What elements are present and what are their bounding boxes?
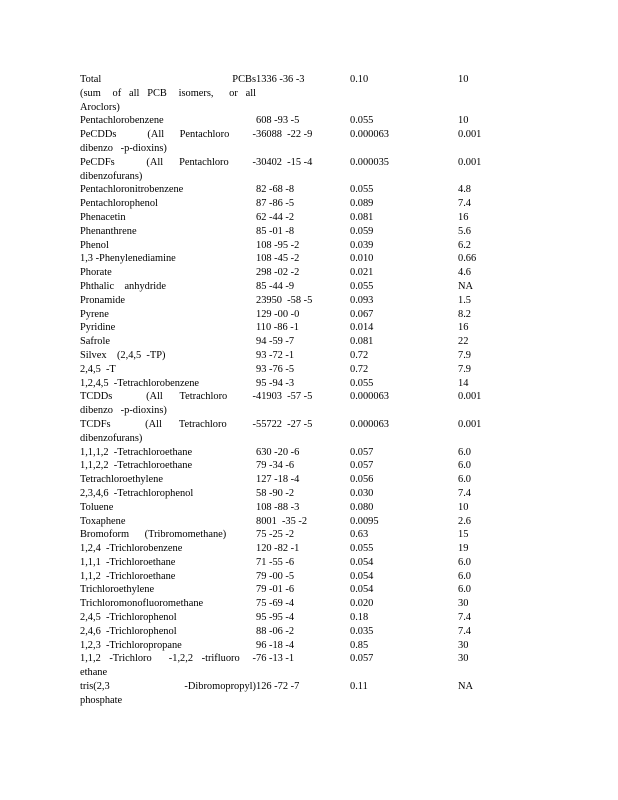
wastewater-value: 0.055 — [350, 184, 374, 196]
table-row — [80, 363, 550, 377]
wastewater-value: 0.11 — [350, 681, 368, 693]
nonwastewater-value: 0.001 — [458, 418, 482, 430]
table-row — [80, 446, 550, 460]
cas-number: 108 -88 -3 — [256, 501, 300, 513]
cas-number: 93 -72 -1 — [256, 349, 295, 361]
constituent-name — [80, 128, 256, 156]
wastewater-value: 0.054 — [350, 584, 374, 596]
constituent-name-line: TCDFs (All Tetrachloro - — [80, 418, 256, 430]
constituent-name — [80, 639, 256, 653]
table-row — [80, 211, 550, 225]
table-row — [80, 542, 550, 556]
cas-number: 108 -45 -2 — [256, 253, 300, 265]
constituent-name — [80, 473, 256, 487]
constituent-name-line: PeCDDs (All Pentachloro - — [80, 129, 256, 141]
cas-number: 76 -13 -1 — [256, 653, 295, 665]
constituent-name-line: Pronamide — [80, 294, 126, 306]
cas-number: 110 -86 -1 — [256, 322, 299, 334]
wastewater-value: 0.057 — [350, 446, 374, 458]
constituent-name-line: Toxaphene — [80, 515, 126, 527]
constituent-name — [80, 266, 256, 280]
constituent-name — [80, 211, 256, 225]
nonwastewater-value: 0.66 — [458, 253, 477, 265]
constituent-name-line: 1,2,4 -Trichlorobenzene — [80, 543, 183, 555]
nonwastewater-value: 6.2 — [458, 239, 471, 251]
table-row — [80, 611, 550, 625]
constituent-name-line: 2,4,5 -Trichlorophenol — [80, 612, 177, 624]
constituent-name — [80, 294, 256, 308]
cas-number: 96 -18 -4 — [256, 639, 295, 651]
cas-number: 126 -72 -7 — [256, 681, 300, 693]
table-row — [80, 252, 550, 266]
wastewater-value: 0.057 — [350, 460, 374, 472]
wastewater-value: 0.081 — [350, 336, 374, 348]
constituent-name-line: Safrole — [80, 336, 111, 348]
constituent-name — [80, 652, 256, 680]
table-row — [80, 280, 550, 294]
cas-number: 55722 -27 -5 — [256, 418, 313, 430]
nonwastewater-value: 19 — [458, 543, 469, 555]
constituent-name-line: dibenzo -p-dioxins) — [80, 405, 167, 417]
cas-number: 36088 -22 -9 — [256, 129, 313, 141]
wastewater-value: 0.039 — [350, 239, 374, 251]
constituent-name — [80, 308, 256, 322]
constituent-name-line: 1,1,1 -Trichloroethane — [80, 556, 176, 568]
constituent-name — [80, 280, 256, 294]
constituent-name — [80, 252, 256, 266]
constituent-name — [80, 156, 256, 184]
wastewater-value: 0.055 — [350, 280, 374, 292]
constituent-name — [80, 597, 256, 611]
constituent-name — [80, 556, 256, 570]
cas-number: 58 -90 -2 — [256, 487, 295, 499]
wastewater-value: 0.18 — [350, 612, 369, 624]
table-row — [80, 528, 550, 542]
constituent-name-line: Pentachloronitrobenzene — [80, 184, 184, 196]
cas-number: 95 -95 -4 — [256, 612, 295, 624]
constituent-name-line: Trichloromonofluoromethane — [80, 598, 204, 610]
table-row — [80, 625, 550, 639]
constituent-name — [80, 73, 256, 114]
table-row — [80, 473, 550, 487]
nonwastewater-value: 10 — [458, 74, 469, 85]
constituent-name-line: Total PCBs — [80, 74, 256, 85]
constituent-name — [80, 335, 256, 349]
table-row — [80, 487, 550, 501]
table-row — [80, 225, 550, 239]
nonwastewater-value: 4.6 — [458, 267, 471, 279]
cas-number: 608 -93 -5 — [256, 115, 300, 127]
nonwastewater-value: 7.9 — [458, 363, 471, 375]
nonwastewater-value: 14 — [458, 377, 469, 389]
wastewater-value: 0.057 — [350, 653, 374, 665]
cas-number: 85 -01 -8 — [256, 225, 295, 237]
nonwastewater-value: 7.4 — [458, 612, 471, 624]
constituent-name-line: tris(2,3 -Dibromopropyl) — [80, 681, 256, 693]
wastewater-value: 0.093 — [350, 294, 374, 306]
constituent-name-line: Phenol — [80, 239, 109, 251]
nonwastewater-value: 6.0 — [458, 446, 471, 458]
table-row — [80, 459, 550, 473]
nonwastewater-value: 5.6 — [458, 225, 471, 237]
cas-number: 62 -44 -2 — [256, 211, 295, 223]
nonwastewater-value: 1.5 — [458, 294, 471, 306]
cas-number: 95 -94 -3 — [256, 377, 295, 389]
constituent-name-line: 1,1,2 -Trichloro -1,2,2 -trifluoro - — [80, 653, 256, 665]
nonwastewater-value: NA — [458, 681, 474, 693]
constituent-name-line: 1,2,3 -Trichloropropane — [80, 639, 182, 651]
table-row — [80, 114, 550, 128]
constituent-name — [80, 570, 256, 584]
constituent-name — [80, 377, 256, 391]
wastewater-value: 0.055 — [350, 543, 374, 555]
table-row — [80, 680, 550, 708]
wastewater-value: 0.054 — [350, 556, 374, 568]
wastewater-value: 0.000063 — [350, 391, 389, 403]
table-row — [80, 515, 550, 529]
nonwastewater-value: 8.2 — [458, 308, 471, 320]
nonwastewater-value: 6.0 — [458, 570, 471, 582]
nonwastewater-value: NA — [458, 280, 474, 292]
constituent-name-line: Aroclors) — [80, 101, 120, 113]
nonwastewater-value: 30 — [458, 639, 469, 651]
cas-number: 87 -86 -5 — [256, 198, 295, 210]
nonwastewater-value: 6.0 — [458, 474, 471, 486]
table-row — [80, 239, 550, 253]
constituent-name-line: Silvex (2,4,5 -TP) — [80, 349, 166, 361]
wastewater-value: 0.000035 — [350, 156, 389, 168]
table-row — [80, 570, 550, 584]
wastewater-value: 0.054 — [350, 570, 374, 582]
nonwastewater-value: 2.6 — [458, 515, 471, 527]
constituent-name-line: dibenzo -p-dioxins) — [80, 142, 167, 154]
cas-number: 120 -82 -1 — [256, 543, 300, 555]
nonwastewater-value: 30 — [458, 653, 469, 665]
cas-number: 88 -06 -2 — [256, 625, 295, 637]
table-row — [80, 321, 550, 335]
wastewater-value: 0.10 — [350, 74, 369, 85]
constituent-name — [80, 239, 256, 253]
constituent-name-line: 1,1,1,2 -Tetrachloroethane — [80, 446, 193, 458]
wastewater-value: 0.059 — [350, 225, 374, 237]
constituent-name-line: ethane — [80, 667, 108, 679]
cas-number: 79 -01 -6 — [256, 584, 295, 596]
constituent-name — [80, 363, 256, 377]
table-row — [80, 597, 550, 611]
constituent-name — [80, 390, 256, 418]
constituent-name — [80, 542, 256, 556]
cas-number: 75 -69 -4 — [256, 598, 295, 610]
nonwastewater-value: 6.0 — [458, 460, 471, 472]
constituent-name — [80, 459, 256, 473]
table-row — [80, 390, 550, 418]
constituent-name-line: dibenzofurans) — [80, 170, 143, 182]
cas-number: 23950 -58 -5 — [256, 294, 313, 306]
cas-number: 630 -20 -6 — [256, 446, 300, 458]
constituent-name — [80, 583, 256, 597]
table-row — [80, 266, 550, 280]
cas-number: 30402 -15 -4 — [256, 156, 313, 168]
cas-number: 79 -34 -6 — [256, 460, 295, 472]
wastewater-value: 0.030 — [350, 487, 374, 499]
table-row — [80, 73, 550, 114]
cas-number: 75 -25 -2 — [256, 529, 295, 541]
wastewater-value: 0.72 — [350, 363, 369, 375]
constituent-name — [80, 528, 256, 542]
table-row — [80, 583, 550, 597]
cas-number: 127 -18 -4 — [256, 474, 300, 486]
table-row — [80, 501, 550, 515]
wastewater-value: 0.055 — [350, 377, 374, 389]
cas-number: 85 -44 -9 — [256, 280, 295, 292]
wastewater-value: 0.000063 — [350, 129, 389, 141]
constituent-name-line: TCDDs (All Tetrachloro - — [80, 391, 256, 403]
table-row — [80, 418, 550, 446]
table-row — [80, 652, 550, 680]
wastewater-value: 0.014 — [350, 322, 374, 334]
wastewater-value: 0.081 — [350, 211, 374, 223]
nonwastewater-value: 16 — [458, 211, 469, 223]
nonwastewater-value: 6.0 — [458, 584, 471, 596]
constituent-name — [80, 183, 256, 197]
constituent-name-line: Phenanthrene — [80, 225, 137, 237]
wastewater-value: 0.85 — [350, 639, 369, 651]
wastewater-value: 0.63 — [350, 529, 369, 541]
nonwastewater-value: 7.4 — [458, 198, 471, 210]
constituent-name — [80, 114, 256, 128]
constituent-name-line: 1,2,4,5 -Tetrachlorobenzene — [80, 377, 199, 389]
wastewater-value: 0.020 — [350, 598, 374, 610]
constituent-name-line: (sum of all PCB isomers, or all — [80, 87, 256, 99]
cas-number: 93 -76 -5 — [256, 363, 295, 375]
nonwastewater-value: 4.8 — [458, 184, 471, 196]
constituent-name-line: Pentachlorobenzene — [80, 115, 164, 127]
table-row — [80, 197, 550, 211]
constituent-name-line: Pyrene — [80, 308, 109, 320]
wastewater-value: 0.089 — [350, 198, 374, 210]
wastewater-value: 0.010 — [350, 253, 374, 265]
wastewater-value: 0.0095 — [350, 515, 379, 527]
constituent-name-line: 1,1,2,2 -Tetrachloroethane — [80, 460, 193, 472]
constituent-name-line: 2,4,6 -Trichlorophenol — [80, 625, 177, 637]
constituent-name-line: Phorate — [80, 267, 112, 279]
wastewater-value: 0.067 — [350, 308, 374, 320]
constituent-name — [80, 625, 256, 639]
nonwastewater-value: 30 — [458, 598, 469, 610]
constituent-name-line: Tetrachloroethylene — [80, 474, 163, 486]
nonwastewater-value: 10 — [458, 115, 469, 127]
constituent-name-line: Pentachlorophenol — [80, 198, 158, 210]
nonwastewater-value: 7.9 — [458, 349, 471, 361]
constituent-name-line: Phthalic anhydride — [80, 280, 166, 292]
nonwastewater-value: 15 — [458, 529, 469, 541]
constituent-name — [80, 225, 256, 239]
nonwastewater-value: 7.4 — [458, 487, 471, 499]
wastewater-value: 0.080 — [350, 501, 374, 513]
table-row — [80, 639, 550, 653]
table-row — [80, 294, 550, 308]
table-row — [80, 335, 550, 349]
table-row — [80, 183, 550, 197]
wastewater-value: 0.021 — [350, 267, 374, 279]
constituent-name-line: Toluene — [80, 501, 114, 513]
constituent-name-line: Bromoform (Tribromomethane) — [80, 529, 227, 541]
cas-number: 1336 -36 -3 — [256, 74, 305, 85]
constituent-name — [80, 446, 256, 460]
nonwastewater-value: 10 — [458, 501, 469, 513]
constituent-name — [80, 680, 256, 708]
cas-number: 129 -00 -0 — [256, 308, 300, 320]
cas-number: 79 -00 -5 — [256, 570, 295, 582]
nonwastewater-value: 6.0 — [458, 556, 471, 568]
wastewater-value: 0.056 — [350, 474, 374, 486]
constituent-name-line: Pyridine — [80, 322, 116, 334]
wastewater-value: 0.035 — [350, 625, 374, 637]
constituent-name — [80, 418, 256, 446]
wastewater-value: 0.055 — [350, 115, 374, 127]
constituent-name — [80, 611, 256, 625]
nonwastewater-value: 0.001 — [458, 129, 482, 141]
table-row — [80, 556, 550, 570]
table-row — [80, 349, 550, 363]
constituent-name-line: 2,3,4,6 -Tetrachlorophenol — [80, 487, 194, 499]
constituent-name — [80, 197, 256, 211]
constituent-name-line: dibenzofurans) — [80, 432, 143, 444]
table-row — [80, 308, 550, 322]
cas-number: 41903 -57 -5 — [256, 391, 313, 403]
cas-number: 298 -02 -2 — [256, 267, 300, 279]
constituent-name-line: 1,1,2 -Trichloroethane — [80, 570, 176, 582]
nonwastewater-value: 22 — [458, 336, 469, 348]
table-row — [80, 156, 550, 184]
wastewater-value: 0.72 — [350, 349, 369, 361]
nonwastewater-value: 16 — [458, 322, 469, 334]
nonwastewater-value: 7.4 — [458, 625, 471, 637]
cas-number: 8001 -35 -2 — [256, 515, 308, 527]
constituent-name-line: PeCDFs (All Pentachloro - — [80, 156, 256, 168]
constituent-name — [80, 501, 256, 515]
cas-number: 82 -68 -8 — [256, 184, 295, 196]
constituent-name — [80, 349, 256, 363]
constituent-name-line: 2,4,5 -T — [80, 363, 116, 375]
cas-number: 94 -59 -7 — [256, 336, 295, 348]
constituent-name — [80, 515, 256, 529]
constituent-name-line: 1,3 -Phenylenediamine — [80, 253, 176, 265]
constituent-table — [80, 73, 550, 708]
constituent-name-line: phosphate — [80, 694, 123, 706]
cas-number: 108 -95 -2 — [256, 239, 300, 251]
constituent-name — [80, 487, 256, 501]
nonwastewater-value: 0.001 — [458, 391, 482, 403]
constituent-name-line: Phenacetin — [80, 211, 126, 223]
table-row — [80, 377, 550, 391]
cas-number: 71 -55 -6 — [256, 556, 295, 568]
table-row — [80, 128, 550, 156]
nonwastewater-value: 0.001 — [458, 156, 482, 168]
wastewater-value: 0.000063 — [350, 418, 389, 430]
constituent-name — [80, 321, 256, 335]
constituent-name-line: Trichloroethylene — [80, 584, 155, 596]
